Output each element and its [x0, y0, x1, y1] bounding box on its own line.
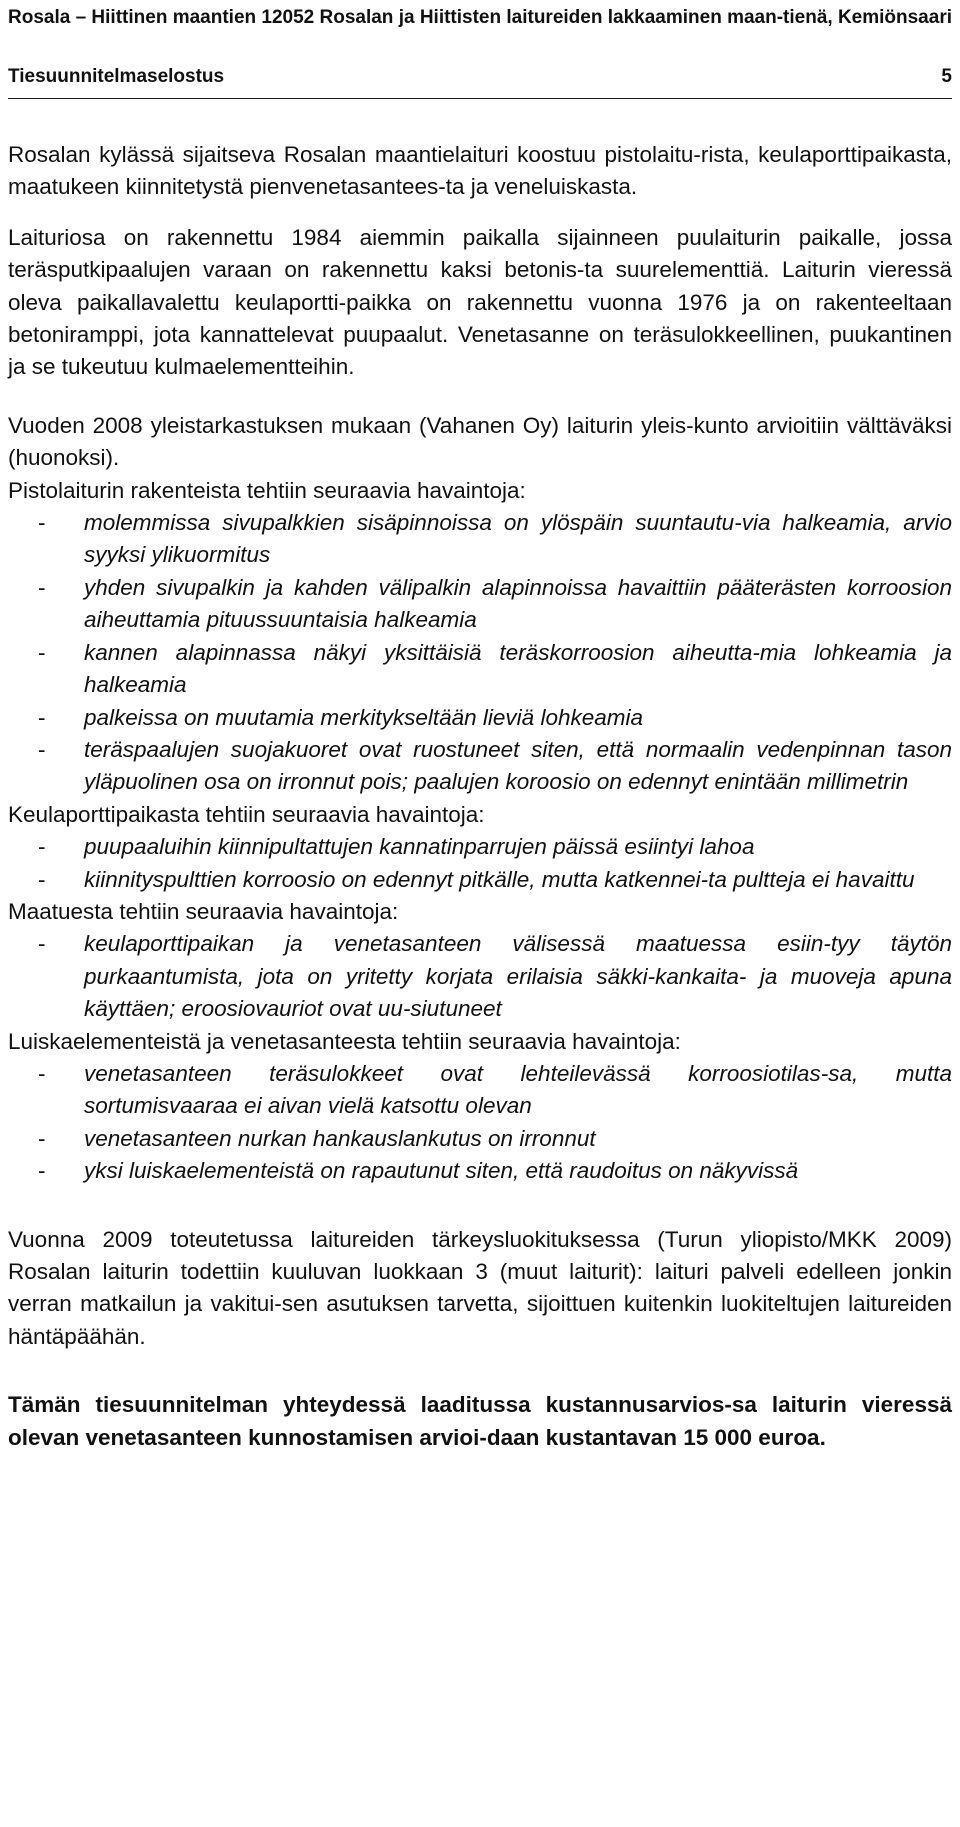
list-dash: -	[38, 639, 46, 665]
list-dash: -	[38, 704, 46, 730]
list-item-text: molemmissa sivupalkkien sisäpinnoissa on ylöspäin suuntautu-via halkeamia, arvio syyksi ylikuormitus	[84, 510, 952, 568]
list-dash: -	[38, 510, 46, 536]
list-item	[8, 928, 952, 1025]
list-item	[8, 1123, 952, 1155]
paragraph-pier-construction: Laituriosa on rakennettu 1984 aiemmin paikalla sijainneen puulaiturin paikalle, jossa teräsputkipaalujen varaan on rakennettu kaksi betonis-ta suurelementtiä. Laiturin vieressä oleva paikallavalettu keulaportti-paikka on rakennettu vuonna 1976 ja on rakenteeltaan betoniramppi, jota kannattelevat puupaalut. Venetasanne on teräsulokkeellinen, puukantinen ja se tukeutuu kulmaelementteihin.	[8, 224, 952, 380]
list-dash: -	[38, 574, 46, 600]
paragraph-pier-overview: Rosalan kylässä sijaitseva Rosalan maantielaituri koostuu pistolaitu-rista, keulaporttipaikasta, maatukeen kiinnitetystä pienvenetasantees-ta ja veneluiskasta.	[8, 142, 952, 200]
list-item-text: teräspaalujen suojakuoret ovat ruostuneet siten, että normaalin vedenpinnan tason yläpuolinen osa on irronnut pois; paalujen koroosio on edennyt enintään millimetrin	[84, 736, 952, 795]
list-item-text: keulaporttipaikan ja venetasanteen välisessä maatuessa esiin-tyy täytön purkaantumista, jota on yritetty korjata erilaisia säkki-kankaita- ja muoveja apuna käyttäen; eroosiovauriot ovat uu-siutuneet	[84, 931, 952, 1022]
list-dash: -	[38, 866, 46, 892]
list-dash: -	[38, 1158, 46, 1184]
page-number: 5	[941, 66, 952, 87]
list-item-text: puupaaluihin kiinnipultattujen kannatinparrujen päissä esiintyi lahoa	[84, 834, 755, 860]
list-item	[8, 864, 952, 896]
list-item	[8, 1155, 952, 1187]
list-dash: -	[38, 1125, 46, 1151]
list-item-text: yhden sivupalkin ja kahden välipalkin alapinnoissa havaittiin pääterästen korroosion aiheuttamia pituussuuntaisia halkeamia	[84, 574, 952, 633]
pistol-pier-findings	[8, 507, 952, 799]
list-item	[8, 637, 952, 702]
ramp-platform-findings	[8, 1058, 952, 1188]
list-item-text: venetasanteen teräsulokkeet ovat lehteilevässä korroosiotilas-sa, mutta sortumisvaaraa ei aivan vielä katsottu olevan	[84, 1060, 952, 1119]
list-item	[8, 572, 952, 637]
list-dash: -	[38, 1060, 46, 1086]
list-item-text: kannen alapinnassa näkyi yksittäisiä teräskorroosion aiheutta-mia lohkeamia ja halkeamia	[84, 639, 952, 698]
document-page	[8, 0, 952, 1454]
list-item-text: kiinnityspulttien korroosio on edennyt pitkälle, mutta katkennei-ta pultteja ei havaittu	[84, 866, 915, 892]
list-dash: -	[38, 834, 46, 860]
document-body	[8, 139, 952, 1454]
bow-port-findings	[8, 831, 952, 896]
list-item	[8, 507, 952, 572]
paragraph-cost-estimate: Tämän tiesuunnitelman yhteydessä laaditussa kustannusarvios-sa laiturin vieressä olevan venetasanteen kunnostamisen arvioi-daan kustantavan 15 000 euroa.	[8, 1392, 952, 1450]
list-item	[8, 702, 952, 734]
header-title: Rosala – Hiittinen maantien 12052 Rosalan ja Hiittisten laitureiden lakkaaminen maan-tienä, Kemiönsaari	[8, 7, 952, 28]
list-dash: -	[38, 931, 46, 957]
list-item-text: venetasanteen nurkan hankauslankutus on irronnut	[84, 1125, 596, 1151]
abutment-intro: Maatuesta tehtiin seuraavia havaintoja:	[8, 898, 399, 924]
paragraph-classification-2009: Vuonna 2009 toteutetussa laitureiden tärkeysluokituksessa (Turun yliopisto/MKK 2009) Rosalan laiturin todettiin kuuluvan luokkaan 3 (muut laiturit): laituri palveli edelleen jonkin verran matkailun ja vakitui-sen asutuksen tarvetta, sijoittuen kuitenkin luokiteltujen laitureiden häntäpäähän.	[8, 1226, 952, 1349]
page-header	[8, 2, 952, 99]
header-rule	[8, 98, 952, 99]
list-item-text: yksi luiskaelementeistä on rapautunut siten, että raudoitus on näkyvissä	[84, 1158, 799, 1184]
list-item	[8, 1058, 952, 1123]
abutment-findings	[8, 928, 952, 1025]
list-item	[8, 734, 952, 799]
list-dash: -	[38, 736, 46, 762]
pistol-pier-intro: Pistolaiturin rakenteista tehtiin seuraavia havaintoja:	[8, 477, 526, 503]
ramp-platform-intro: Luiskaelementeistä ja venetasanteesta tehtiin seuraavia havaintoja:	[8, 1028, 681, 1054]
paragraph-inspection-2008: Vuoden 2008 yleistarkastuksen mukaan (Vahanen Oy) laiturin yleis-kunto arvioitiin välttäväksi (huonoksi).	[8, 412, 952, 471]
bow-port-intro: Keulaporttipaikasta tehtiin seuraavia havaintoja:	[8, 801, 485, 827]
section-title: Tiesuunnitelmaselostus	[8, 66, 225, 87]
header-subrow	[8, 61, 952, 92]
list-item	[8, 831, 952, 863]
list-item-text: palkeissa on muutamia merkitykseltään lieviä lohkeamia	[84, 704, 644, 730]
